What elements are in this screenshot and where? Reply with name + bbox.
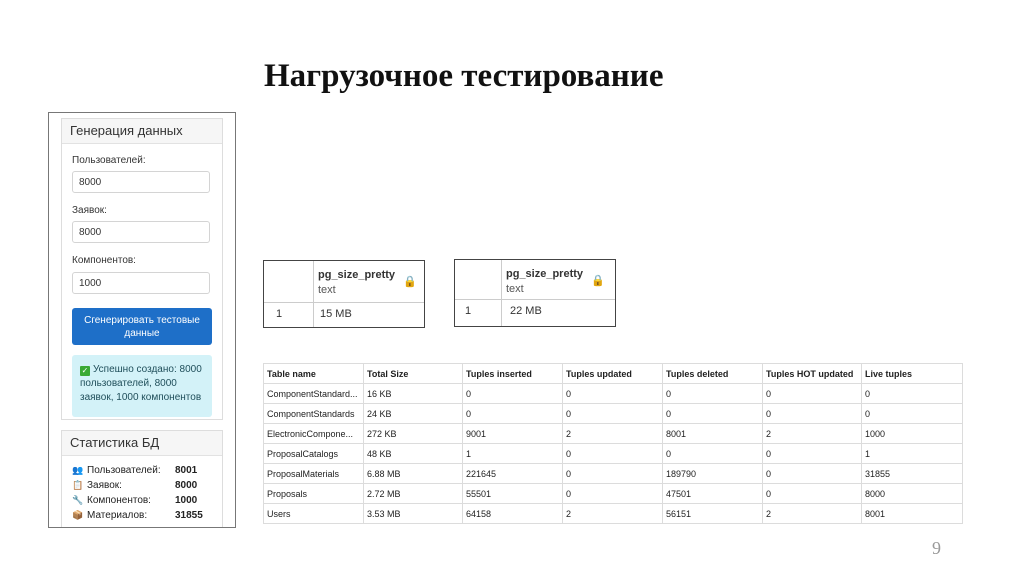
users-count-label: Пользователей:: [72, 155, 146, 166]
success-alert: [72, 355, 212, 417]
table-cell: 1: [862, 444, 963, 464]
table-cell: 0: [862, 384, 963, 404]
table-cell: 0: [663, 444, 763, 464]
table-cell: 0: [563, 444, 663, 464]
table-cell: 272 KB: [364, 424, 463, 444]
table-cell: ElectronicCompone...: [264, 424, 364, 444]
users-count-input[interactable]: [72, 171, 210, 193]
table-header-row: [264, 364, 963, 384]
table-cell: ProposalCatalogs: [264, 444, 364, 464]
table-cell: 0: [463, 404, 563, 424]
table-cell: 64158: [463, 504, 563, 524]
table-cell: 47501: [663, 484, 763, 504]
table-cell: 16 KB: [364, 384, 463, 404]
table-cell: 2.72 MB: [364, 484, 463, 504]
column-header[interactable]: [315, 265, 419, 301]
column-header[interactable]: Tuples updated: [563, 364, 663, 384]
table-cell: ComponentStandard...: [264, 384, 364, 404]
table-cell: 1: [463, 444, 563, 464]
table-cell: ProposalMaterials: [264, 464, 364, 484]
slide-title: Нагрузочное тестирование: [264, 58, 664, 94]
table-cell: 9001: [463, 424, 563, 444]
stat-row-components: [72, 495, 217, 509]
table-cell: 0: [763, 484, 862, 504]
table-cell: 2: [763, 504, 862, 524]
table-cell: 2: [563, 504, 663, 524]
table-cell: Proposals: [264, 484, 364, 504]
table-cell: 8000: [862, 484, 963, 504]
table-cell: 55501: [463, 484, 563, 504]
stat-value: 8001: [175, 465, 198, 476]
table-cell: 31855: [862, 464, 963, 484]
page-number: 9: [932, 538, 941, 558]
column-header[interactable]: Total Size: [364, 364, 463, 384]
stat-value: 8000: [175, 480, 198, 491]
stat-label: Компонентов:: [87, 495, 151, 506]
table-cell: 2: [763, 424, 862, 444]
column-type: text: [318, 284, 336, 296]
column-header[interactable]: Live tuples: [862, 364, 963, 384]
column-name: pg_size_pretty: [506, 268, 584, 280]
table-row: [264, 484, 963, 504]
data-generation-header: Генерация данных: [62, 119, 222, 144]
lock-icon: 🔒: [591, 275, 605, 287]
generate-test-data-button[interactable]: Сгенерировать тестовые данные: [72, 308, 212, 345]
table-row: [264, 404, 963, 424]
requests-count-label: Заявок:: [72, 205, 107, 216]
table-row: [264, 504, 963, 524]
table-stats-grid: [263, 363, 963, 524]
db-stats-card: [61, 430, 223, 528]
table-row: [264, 424, 963, 444]
table-row: [264, 384, 963, 404]
box-icon: 📦: [72, 510, 84, 520]
stat-value: 1000: [175, 495, 198, 506]
table-cell: 0: [763, 444, 862, 464]
table-cell: 2: [563, 424, 663, 444]
stat-label: Материалов:: [87, 510, 148, 521]
size-result-grid-2: [454, 259, 616, 327]
table-cell: 0: [663, 384, 763, 404]
lock-icon: 🔒: [403, 276, 417, 288]
stat-label: Пользователей:: [87, 465, 161, 476]
row-number: 1: [465, 305, 472, 317]
table-cell: 0: [763, 464, 862, 484]
row-number: 1: [276, 308, 283, 320]
components-count-input[interactable]: [72, 272, 210, 294]
components-count-label: Компонентов:: [72, 255, 136, 266]
stat-row-materials: [72, 510, 217, 524]
table-cell: 6.88 MB: [364, 464, 463, 484]
column-header[interactable]: Tuples HOT updated: [763, 364, 862, 384]
stat-label: Заявок:: [87, 480, 122, 491]
table-cell: 0: [563, 384, 663, 404]
table-row: [264, 464, 963, 484]
column-type: text: [506, 283, 524, 295]
table-cell: ComponentStandards: [264, 404, 364, 424]
table-cell: 0: [763, 384, 862, 404]
column-name: pg_size_pretty: [318, 269, 396, 281]
table-cell: 8001: [862, 504, 963, 524]
table-cell: 3.53 MB: [364, 504, 463, 524]
wrench-icon: 🔧: [72, 495, 84, 505]
table-cell: 24 KB: [364, 404, 463, 424]
check-icon: ✓: [81, 366, 89, 375]
table-cell: 0: [563, 404, 663, 424]
table-cell: Users: [264, 504, 364, 524]
table-cell: 221645: [463, 464, 563, 484]
cell-value[interactable]: 15 MB: [320, 308, 352, 320]
db-stats-header: Статистика БД: [62, 431, 222, 456]
column-header[interactable]: Table name: [264, 364, 364, 384]
column-header[interactable]: Tuples deleted: [663, 364, 763, 384]
table-cell: 0: [763, 404, 862, 424]
clipboard-icon: 📋: [72, 480, 84, 490]
table-row: [264, 444, 963, 464]
table-cell: 0: [463, 384, 563, 404]
table-cell: 8001: [663, 424, 763, 444]
column-header[interactable]: Tuples inserted: [463, 364, 563, 384]
table-cell: 0: [563, 484, 663, 504]
data-generation-card: [61, 118, 223, 420]
success-message: Успешно создано: 8000 пользователей, 8000 заявок, 1000 компонентов: [80, 364, 202, 403]
table-cell: 0: [563, 464, 663, 484]
table-cell: 48 KB: [364, 444, 463, 464]
column-header[interactable]: [503, 264, 607, 300]
users-icon: 👥: [72, 465, 84, 475]
table-cell: 189790: [663, 464, 763, 484]
table-cell: 0: [663, 404, 763, 424]
stat-row-users: [72, 465, 217, 479]
requests-count-input[interactable]: [72, 221, 210, 243]
stat-row-requests: [72, 480, 217, 494]
size-result-grid-1: [263, 260, 425, 328]
table-cell: 56151: [663, 504, 763, 524]
cell-value[interactable]: 22 MB: [510, 305, 542, 317]
table-cell: 1000: [862, 424, 963, 444]
table-cell: 0: [862, 404, 963, 424]
admin-panel: [48, 112, 236, 528]
stat-value: 31855: [175, 510, 203, 521]
